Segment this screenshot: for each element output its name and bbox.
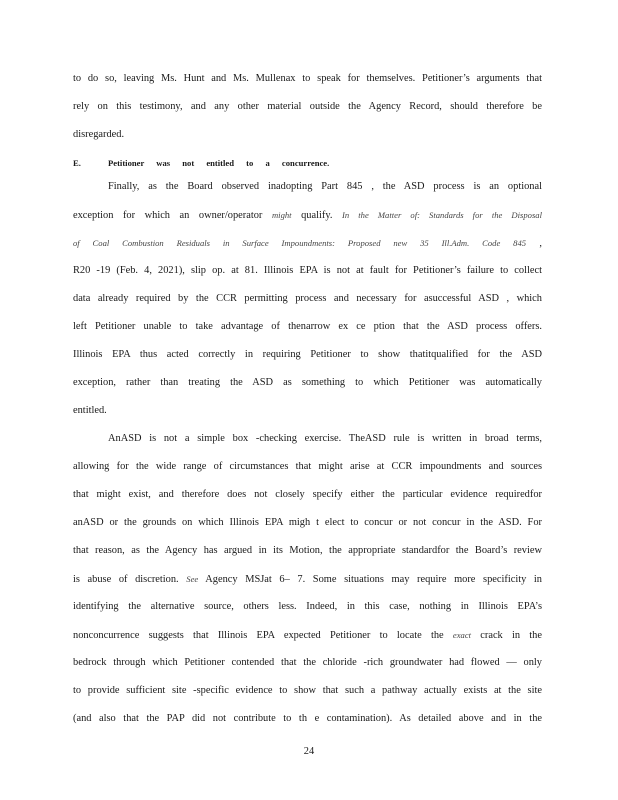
body-line: data already required by the CCR permitting process and necessary for asuccessful ASD , which: [73, 293, 542, 304]
body-line: [73, 208, 542, 223]
body-line: to do so, leaving Ms. Hunt and Ms. Mullenax to speak for themselves. Petitioner’s arguments that: [73, 73, 542, 84]
body-line: that might exist, and therefore does not closely specify either the particular evidence requiredfor: [73, 489, 542, 500]
body-line: anASD or the grounds on which Illinois EPA migh t elect to concur or not concur in the ASD. For: [73, 517, 542, 528]
body-text: Agency MSJat 6– 7. Some situations may require more specificity in: [205, 574, 543, 585]
body-text: ,: [539, 238, 542, 249]
italic-word: exact: [452, 630, 472, 640]
italic-word: might: [271, 210, 292, 220]
body-text: exception for which an owner/operator: [73, 210, 263, 221]
body-line: disregarded.: [73, 129, 125, 140]
body-line: to provide sufficient site -specific evidence to show that such a pathway actually exists at the site: [73, 685, 542, 696]
italic-word: See: [186, 574, 199, 584]
body-text: is abuse of discretion.: [73, 574, 179, 585]
paragraph-first-line: AnASD is not a simple box -checking exercise. TheASD rule is written in broad terms,: [108, 433, 542, 444]
page-number: 24: [303, 746, 315, 757]
body-line: rely on this testimony, and any other material outside the Agency Record, should therefore be: [73, 101, 542, 112]
body-line: left Petitioner unable to take advantage of thenarrow ex ce ption that the ASD process offers.: [73, 321, 542, 332]
body-line: [73, 628, 542, 643]
section-heading-letter: E.: [73, 158, 81, 168]
body-text: nonconcurrence suggests that Illinois EPA expected Petitioner to locate the: [73, 630, 444, 641]
body-text: qualify.: [301, 210, 333, 221]
section-heading: Petitioner was not entitled to a concurrence.: [108, 158, 330, 168]
body-line: entitled.: [73, 405, 107, 416]
body-line: Illinois EPA thus acted correctly in requiring Petitioner to show thatitqualified for the ASD: [73, 349, 542, 360]
body-line: [73, 572, 542, 587]
paragraph-first-line: Finally, as the Board observed inadopting Part 845 , the ASD process is an optional: [108, 181, 542, 192]
case-citation: of Coal Combustion Residuals in Surface Impoundments: Proposed new 35 Ill.Adm. Code 845: [73, 238, 527, 248]
body-line: that reason, as the Agency has argued in its Motion, the appropriate standardfor the Board’s review: [73, 545, 542, 556]
body-line: R20 -19 (Feb. 4, 2021), slip op. at 81. Illinois EPA is not at fault for Petitioner’s failure to collect: [73, 265, 542, 276]
body-line: allowing for the wide range of circumstances that might arise at CCR impoundments and sources: [73, 461, 542, 472]
body-line: [73, 236, 542, 251]
case-citation: In the Matter of: Standards for the Disposal: [342, 210, 542, 220]
body-line: identifying the alternative source, others less. Indeed, in this case, nothing in Illinois EPA’s: [73, 601, 542, 612]
body-line: bedrock through which Petitioner contended that the chloride -rich groundwater had flowed — only: [73, 657, 542, 668]
body-line: (and also that the PAP did not contribute to th e contamination). As detailed above and in the: [73, 713, 542, 724]
body-text: crack in the: [480, 630, 542, 641]
body-line: exception, rather than treating the ASD as something to which Petitioner was automatically: [73, 377, 542, 388]
